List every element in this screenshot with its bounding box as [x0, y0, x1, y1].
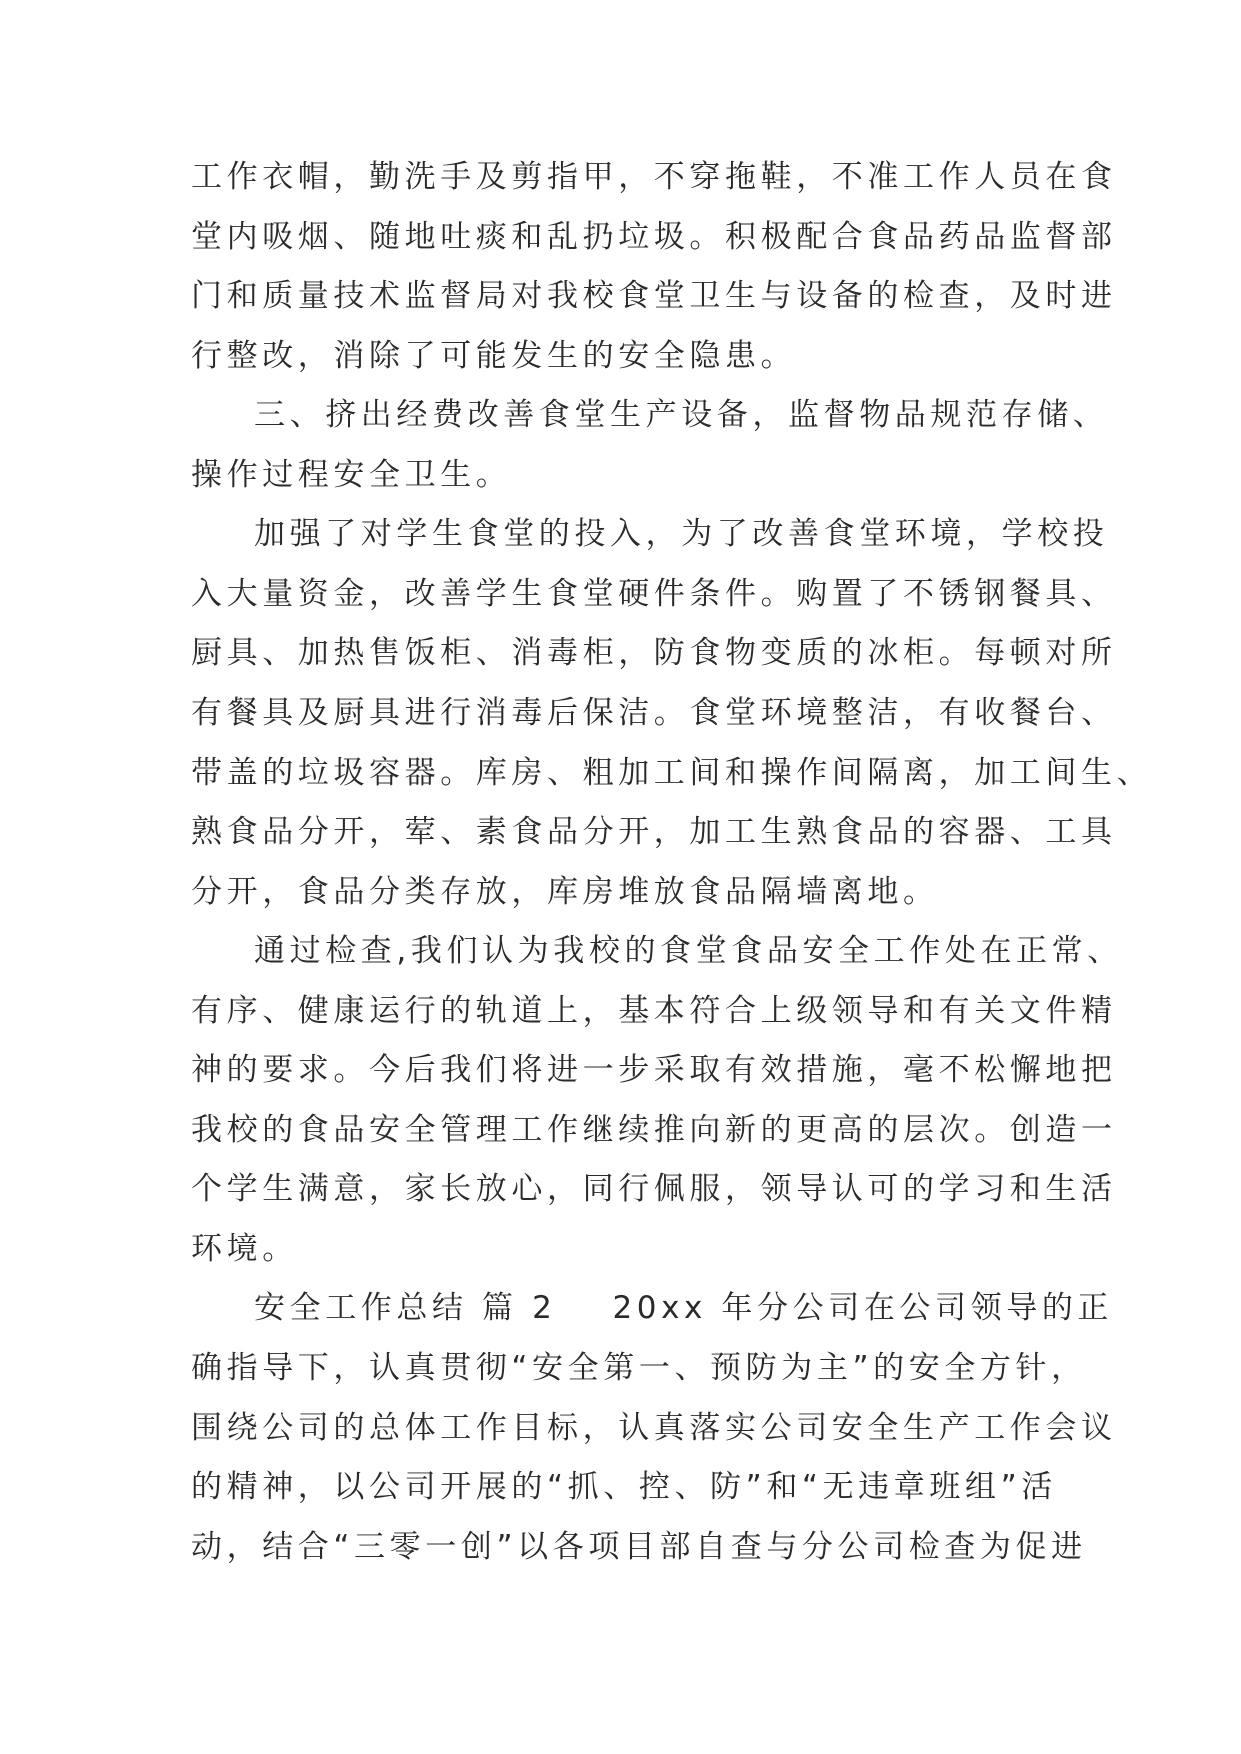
text-line: 神的要求。今后我们将进一步采取有效措施，毫不松懈地把 — [191, 1052, 1117, 1088]
text-line: 工作衣帽，勤洗手及剪指甲，不穿拖鞋，不准工作人员在食 — [191, 159, 1117, 195]
text-line: 门和质量技术监督局对我校食堂卫生与设备的检查，及时进 — [191, 278, 1117, 314]
text-line: 熟食品分开，荤、素食品分开，加工生熟食品的容器、工具 — [191, 814, 1117, 850]
text-line: 环境。 — [191, 1231, 298, 1267]
article-title: 安全工作总结 篇 2 — [254, 1290, 557, 1326]
text-line: 有餐具及厨具进行消毒后保洁。食堂环境整洁，有收餐台、 — [191, 695, 1117, 731]
text-line: 分开，食品分类存放，库房堆放食品隔墙离地。 — [191, 874, 939, 910]
text-line: 操作过程安全卫生。 — [191, 457, 512, 493]
text-line: 带盖的垃圾容器。库房、粗加工间和操作间隔离，加工间生、 — [191, 755, 1153, 791]
text-line: 堂内吸烟、随地吐痰和乱扔垃圾。积极配合食品药品监督部 — [191, 219, 1117, 255]
paragraph-start: 通过检查,我们认为我校的食堂食品安全工作处在正常、 — [254, 933, 1123, 969]
text-line: 动，结合“三零一创”以各项目部自查与分公司检查为促进 — [191, 1529, 1087, 1565]
section-heading: 三、挤出经费改善食堂生产设备，监督物品规范存储、 — [254, 397, 1109, 433]
text-line: 入大量资金，改善学生食堂硬件条件。购置了不锈钢餐具、 — [191, 576, 1117, 612]
text-line: 行整改，消除了可能发生的安全隐患。 — [191, 338, 797, 374]
article-heading-line — [254, 1278, 1113, 1338]
text-line: 确指导下，认真贯彻“安全第一、预防为主”的安全方针， — [191, 1350, 1087, 1386]
text-line: 个学生满意，家长放心，同行佩服，领导认可的学习和生活 — [191, 1171, 1117, 1207]
text-line: 我校的食品安全管理工作继续推向新的更高的层次。创造一 — [191, 1112, 1117, 1148]
text-line: 围绕公司的总体工作目标，认真落实公司安全生产工作会议 — [191, 1410, 1117, 1446]
text-line: 有序、健康运行的轨道上，基本符合上级领导和有关文件精 — [191, 993, 1117, 1029]
text-line: 的精神，以公司开展的“抓、控、防”和“无违章班组”活 — [191, 1469, 1057, 1505]
text-line: 厨具、加热售饭柜、消毒柜，防食物变质的冰柜。每顿对所 — [191, 635, 1117, 671]
paragraph-start: 加强了对学生食堂的投入，为了改善食堂环境，学校投 — [254, 516, 1109, 552]
article-first-sentence: 20xx 年分公司在公司领导的正 — [612, 1290, 1114, 1326]
